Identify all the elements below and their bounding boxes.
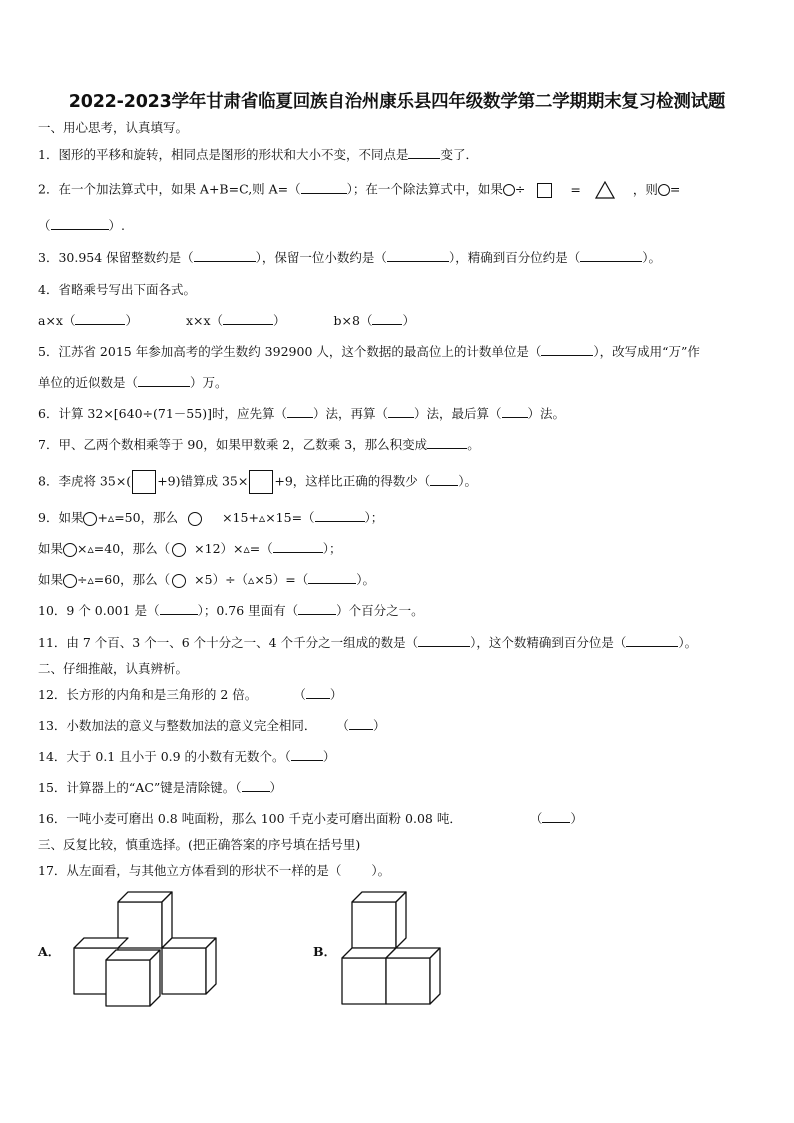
question-9-text: 9．如果 (38, 510, 84, 525)
option-a-label: A． (38, 944, 61, 959)
cube-figure-a (70, 888, 222, 1008)
item-ax: a×x（ (38, 313, 76, 328)
question-14-text: 14．大于 0.1 且小于 0.9 的小数有无数个。（ (38, 749, 291, 764)
question-5-text: 5．江苏省 2015 年参加高考的学生数约 392900 人，这个数据的最高位上的计数单位是（ (38, 344, 542, 359)
circle-icon (63, 543, 77, 557)
question-17-end: ）。 (371, 863, 391, 878)
section-heading-2: 二、仔细推敲，认真辨析。 (38, 661, 189, 676)
question-14 (38, 749, 335, 765)
question-2 (38, 181, 680, 199)
question-6-text: 6．计算 32×[640÷(71－55)]时，应先算（ (38, 406, 287, 421)
question-6-end: ）法。 (527, 406, 566, 421)
answer-blank[interactable] (430, 474, 458, 486)
open-paren: （ (336, 718, 349, 733)
answer-blank[interactable] (301, 182, 347, 194)
question-9-end: ）； (364, 510, 384, 525)
answer-blank[interactable] (418, 635, 470, 647)
answer-blank[interactable] (387, 250, 449, 262)
question-3-mid1: ），保留一位小数约是（ (255, 250, 387, 265)
triangle-icon (595, 181, 615, 199)
question-3-mid2: ），精确到百分位约是（ (448, 250, 581, 265)
open-paren: （ (38, 218, 51, 233)
question-2-text: 2．在一个加法算式中，如果 A+B=C,则 A=（ (38, 181, 301, 197)
question-13 (38, 718, 385, 734)
question-11-mid: ），这个数精确到百分位是（ (470, 635, 627, 650)
answer-blank[interactable] (580, 250, 642, 262)
square-box-icon (249, 470, 273, 494)
circle-icon (83, 512, 97, 526)
question-1-suffix: 变了． (440, 147, 478, 162)
question-16 (38, 811, 583, 827)
answer-blank[interactable] (502, 406, 528, 418)
question-4-items (38, 313, 415, 329)
question-11-end: ）。 (678, 635, 698, 650)
question-2-eq: = (570, 181, 581, 197)
answer-blank[interactable] (160, 603, 198, 615)
question-11-text: 11．由 7 个百、3 个一、6 个十分之一、4 个千分之一组成的数是（ (38, 635, 419, 650)
question-9-line-1 (38, 510, 383, 526)
answer-blank[interactable] (427, 437, 467, 449)
question-5-mid: ），改写成用“万”作 (593, 344, 700, 359)
close-paren: ） (570, 811, 583, 826)
close-paren: ） (322, 749, 336, 764)
close-paren: ） (125, 313, 138, 328)
answer-blank[interactable] (51, 218, 109, 230)
circle-icon (63, 574, 77, 588)
answer-blank[interactable] (408, 147, 440, 159)
question-8-mid1: +9)错算成 35× (157, 473, 249, 489)
answer-blank[interactable] (349, 718, 373, 730)
answer-blank[interactable] (308, 572, 356, 584)
question-2-div: ÷ (514, 181, 526, 197)
close-paren: ） (269, 780, 283, 795)
cube-figure-b (338, 888, 444, 1008)
question-6-mid2: ）法，最后算（ (413, 406, 502, 421)
question-6 (38, 406, 565, 422)
answer-blank[interactable] (372, 313, 402, 325)
question-9-line-3 (38, 572, 375, 588)
option-b-label: B． (313, 944, 337, 959)
question-8-text: 8．李虎将 35×( (38, 473, 132, 489)
close-paren: ） (273, 313, 286, 328)
answer-blank[interactable] (306, 687, 330, 699)
answer-blank[interactable] (291, 749, 323, 761)
answer-blank[interactable] (242, 780, 270, 792)
question-9-expr: ×▵=40，那么（ (77, 541, 171, 556)
answer-blank[interactable] (138, 375, 190, 387)
question-2-eq2: = (669, 181, 681, 197)
question-15-text: 15．计算器上的“AC”键是清除键。（ (38, 780, 242, 795)
answer-blank[interactable] (75, 313, 125, 325)
question-8 (38, 470, 477, 494)
question-5-text2: 单位的近似数是（ (38, 375, 139, 390)
question-1-text: 1．图形的平移和旋转，相同点是图形的形状和大小不变，不同点是 (38, 147, 409, 162)
circle-icon (188, 512, 202, 526)
question-7 (38, 437, 480, 453)
question-11 (38, 635, 697, 651)
answer-blank[interactable] (287, 406, 313, 418)
question-5 (38, 344, 700, 360)
dot-circle-icon (503, 184, 515, 196)
question-9-expr: ÷▵=60，那么（ (77, 572, 171, 587)
question-10-end: ）个百分之一。 (336, 603, 424, 618)
item-b8: b×8（ (333, 313, 373, 328)
question-9-end: ）。 (356, 572, 375, 587)
close-paren: ） (329, 687, 343, 702)
question-4: 4．省略乘号写出下面各式。 (38, 282, 196, 297)
question-2-mid: ）；在一个除法算式中，如果 (346, 181, 503, 197)
question-7-end: 。 (467, 437, 480, 452)
question-9-expr2: ×15+▵×15=（ (222, 510, 315, 525)
question-7-text: 7．甲、乙两个数相乘等于 90，如果甲数乘 2，乙数乘 3，那么积变成 (38, 437, 428, 452)
circle-icon (172, 574, 186, 588)
section-heading-3: 三、反复比较，慎重选择。(把正确答案的序号填在括号里) (38, 837, 361, 852)
question-12-text: 12．长方形的内角和是三角形的 2 倍。 (38, 687, 258, 702)
answer-blank[interactable] (315, 510, 365, 522)
question-9-expr2: ×12）×▵=（ (194, 541, 273, 556)
question-2-then: ，则 (632, 181, 658, 197)
question-2-end: ）. (108, 218, 125, 233)
question-17-text: 17．从左面看，与其他立方体看到的形状不一样的是（ (38, 863, 342, 878)
answer-blank[interactable] (223, 313, 273, 325)
question-9-line-2 (38, 541, 342, 557)
close-paren: ） (402, 313, 415, 328)
answer-blank[interactable] (542, 811, 570, 823)
question-16-text: 16．一吨小麦可磨出 0.8 吨面粉，那么 100 千克小麦可磨出面粉 0.08 吨． (38, 811, 462, 826)
question-8-end: ）。 (458, 473, 478, 489)
question-12 (38, 687, 342, 703)
question-3 (38, 250, 661, 266)
question-9-end: ）； (322, 541, 342, 556)
question-15 (38, 780, 282, 796)
answer-blank[interactable] (388, 406, 414, 418)
square-icon (537, 183, 552, 198)
question-9-expr2: ×5）÷（▵×5）=（ (194, 572, 309, 587)
answer-blank[interactable] (273, 541, 323, 553)
square-box-icon (132, 470, 156, 494)
open-paren: （ (529, 811, 543, 826)
question-3-text: 3．30.954 保留整数约是（ (38, 250, 194, 265)
question-10-text: 10．9 个 0.001 是（ (38, 603, 160, 618)
close-paren: ） (372, 718, 386, 733)
question-9-text: 如果 (38, 572, 64, 587)
answer-blank[interactable] (298, 603, 336, 615)
question-1 (38, 147, 478, 163)
circle-icon (172, 543, 186, 557)
answer-blank[interactable] (194, 250, 256, 262)
question-9-expr: +▵=50，那么 (97, 510, 179, 525)
answer-blank[interactable] (541, 344, 593, 356)
question-8-mid2: +9，这样比正确的得数少（ (274, 473, 431, 489)
question-3-end: ）。 (642, 250, 661, 265)
question-6-mid1: ）法，再算（ (312, 406, 388, 421)
section-heading-1: 一、用心思考，认真填写。 (38, 120, 189, 135)
question-10 (38, 603, 424, 619)
question-2-cont (38, 218, 125, 234)
question-17 (38, 863, 390, 879)
question-9-text: 如果 (38, 541, 64, 556)
question-10-mid: ）；0.76 里面有（ (197, 603, 299, 618)
question-5-end: ）万。 (190, 375, 228, 390)
question-13-text: 13．小数加法的意义与整数加法的意义完全相同． (38, 718, 317, 733)
item-xx: x×x（ (185, 313, 224, 328)
open-paren: （ (293, 687, 306, 702)
question-5-cont (38, 375, 228, 391)
page-title: 2022-2023学年甘肃省临夏回族自治州康乐县四年级数学第二学期期末复习检测试题 (68, 92, 726, 112)
answer-blank[interactable] (626, 635, 678, 647)
dot-circle-icon (658, 184, 670, 196)
